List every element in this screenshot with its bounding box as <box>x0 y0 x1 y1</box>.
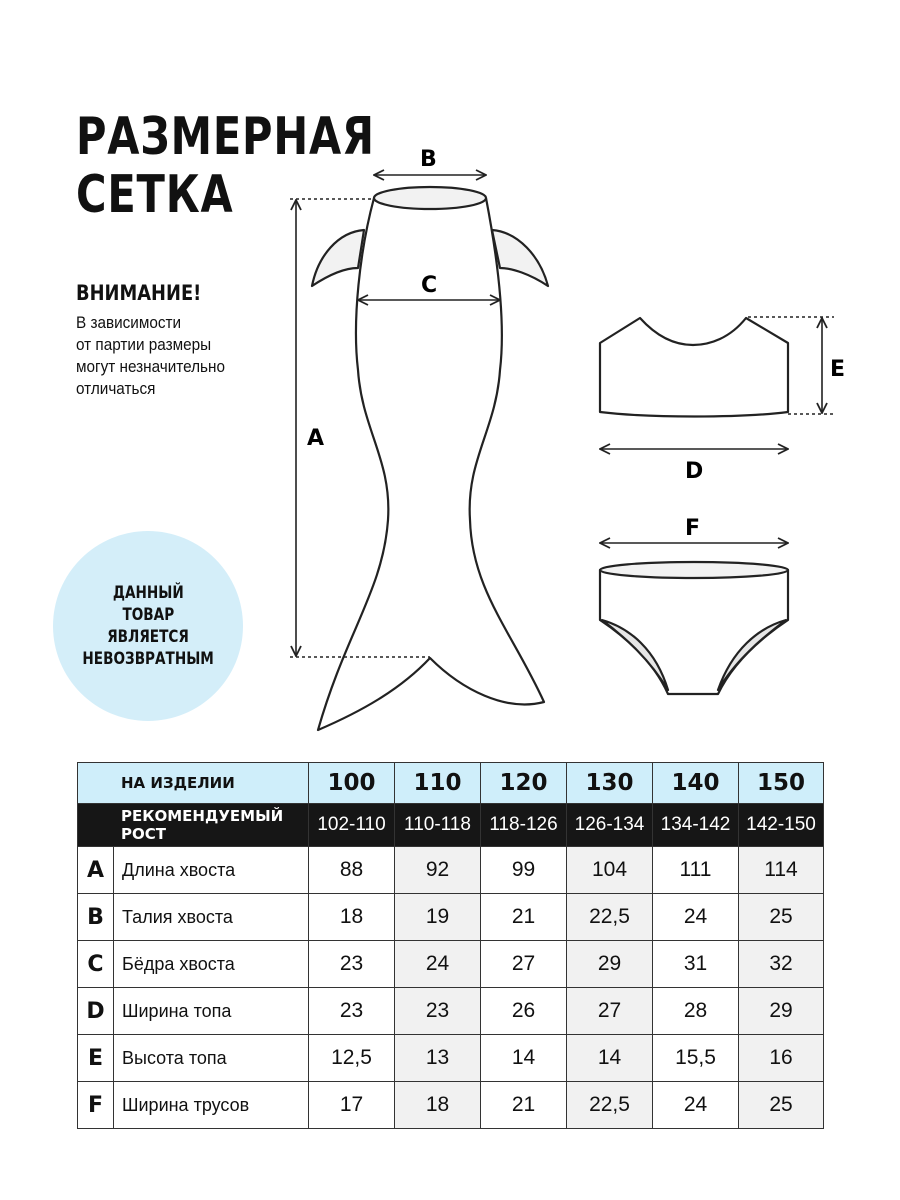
size-header-cell: 130 <box>567 763 653 804</box>
row-parameter: Высота топа <box>114 1035 309 1082</box>
size-header-cell: 120 <box>481 763 567 804</box>
size-header-cell: 150 <box>739 763 824 804</box>
table-cell: 29 <box>567 941 653 988</box>
size-header-label: НА ИЗДЕЛИИ <box>78 763 309 804</box>
row-letter: D <box>78 988 114 1035</box>
label-c: C <box>421 273 438 298</box>
bottoms-garment-drawing <box>600 562 788 694</box>
table-cell: 24 <box>653 1082 739 1129</box>
table-cell: 24 <box>395 941 481 988</box>
label-f: F <box>685 516 701 541</box>
table-cell: 114 <box>739 847 824 894</box>
table-cell: 22,5 <box>567 1082 653 1129</box>
height-row-label: РЕКОМЕНДУЕМЫЙ РОСТ <box>78 804 309 847</box>
table-cell: 32 <box>739 941 824 988</box>
top-garment-drawing <box>600 318 788 417</box>
table-cell: 23 <box>309 941 395 988</box>
table-row <box>78 988 824 1035</box>
table-cell: 99 <box>481 847 567 894</box>
badge-line: ТОВАР <box>122 605 174 625</box>
notice-line: В зависимости <box>76 313 182 332</box>
table-cell: 16 <box>739 1035 824 1082</box>
table-cell: 24 <box>653 894 739 941</box>
table-cell: 14 <box>567 1035 653 1082</box>
table-cell: 18 <box>309 894 395 941</box>
table-cell: 23 <box>395 988 481 1035</box>
table-cell: 88 <box>309 847 395 894</box>
badge-line: ДАННЫЙ <box>112 583 184 603</box>
table-cell: 22,5 <box>567 894 653 941</box>
size-header-cell: 110 <box>395 763 481 804</box>
row-parameter: Бёдра хвоста <box>114 941 309 988</box>
notice-line: отличаться <box>76 379 156 398</box>
table-cell: 15,5 <box>653 1035 739 1082</box>
row-letter: A <box>78 847 114 894</box>
table-row <box>78 847 824 894</box>
badge-line: НЕВОЗВРАТНЫМ <box>82 649 214 669</box>
table-row <box>78 1082 824 1129</box>
height-cell: 118-126 <box>481 804 567 847</box>
mermaid-tail-drawing <box>312 187 548 730</box>
table-cell: 104 <box>567 847 653 894</box>
row-parameter: Длина хвоста <box>114 847 309 894</box>
table-cell: 27 <box>567 988 653 1035</box>
height-cell: 134-142 <box>653 804 739 847</box>
table-row <box>78 941 824 988</box>
label-d: D <box>685 459 704 484</box>
page-title-line2: СЕТКА <box>76 165 234 225</box>
tail-waist-opening <box>374 187 486 209</box>
size-header-cell: 140 <box>653 763 739 804</box>
table-cell: 31 <box>653 941 739 988</box>
row-letter: F <box>78 1082 114 1129</box>
table-cell: 27 <box>481 941 567 988</box>
label-e: E <box>830 357 846 382</box>
table-cell: 25 <box>739 894 824 941</box>
table-cell: 12,5 <box>309 1035 395 1082</box>
table-row <box>78 894 824 941</box>
row-letter: E <box>78 1035 114 1082</box>
row-letter: C <box>78 941 114 988</box>
row-parameter: Ширина трусов <box>114 1082 309 1129</box>
table-cell: 21 <box>481 894 567 941</box>
table-cell: 26 <box>481 988 567 1035</box>
table-cell: 23 <box>309 988 395 1035</box>
table-cell: 29 <box>739 988 824 1035</box>
height-cell: 126-134 <box>567 804 653 847</box>
table-cell: 17 <box>309 1082 395 1129</box>
notice-line: могут незначительно <box>76 357 225 376</box>
table-cell: 21 <box>481 1082 567 1129</box>
table-cell: 111 <box>653 847 739 894</box>
size-header-row <box>78 763 824 804</box>
table-cell: 92 <box>395 847 481 894</box>
height-cell: 102-110 <box>309 804 395 847</box>
table-cell: 28 <box>653 988 739 1035</box>
table-cell: 19 <box>395 894 481 941</box>
table-row <box>78 1035 824 1082</box>
tail-right-fin <box>492 230 548 286</box>
table-cell: 13 <box>395 1035 481 1082</box>
row-parameter: Ширина топа <box>114 988 309 1035</box>
table-cell: 25 <box>739 1082 824 1129</box>
size-table <box>77 762 824 1129</box>
label-a: A <box>307 426 325 451</box>
height-cell: 142-150 <box>739 804 824 847</box>
size-header-cell: 100 <box>309 763 395 804</box>
badge-line: ЯВЛЯЕТСЯ <box>107 627 189 647</box>
table-cell: 14 <box>481 1035 567 1082</box>
page-title-line1: РАЗМЕРНАЯ <box>76 107 375 167</box>
height-row <box>78 804 824 847</box>
notice-heading: ВНИМАНИЕ! <box>76 281 202 305</box>
notice-line: от партии размеры <box>76 335 212 354</box>
tail-left-fin <box>312 230 364 286</box>
label-b: B <box>420 147 437 172</box>
table-cell: 18 <box>395 1082 481 1129</box>
row-parameter: Талия хвоста <box>114 894 309 941</box>
row-letter: B <box>78 894 114 941</box>
height-cell: 110-118 <box>395 804 481 847</box>
